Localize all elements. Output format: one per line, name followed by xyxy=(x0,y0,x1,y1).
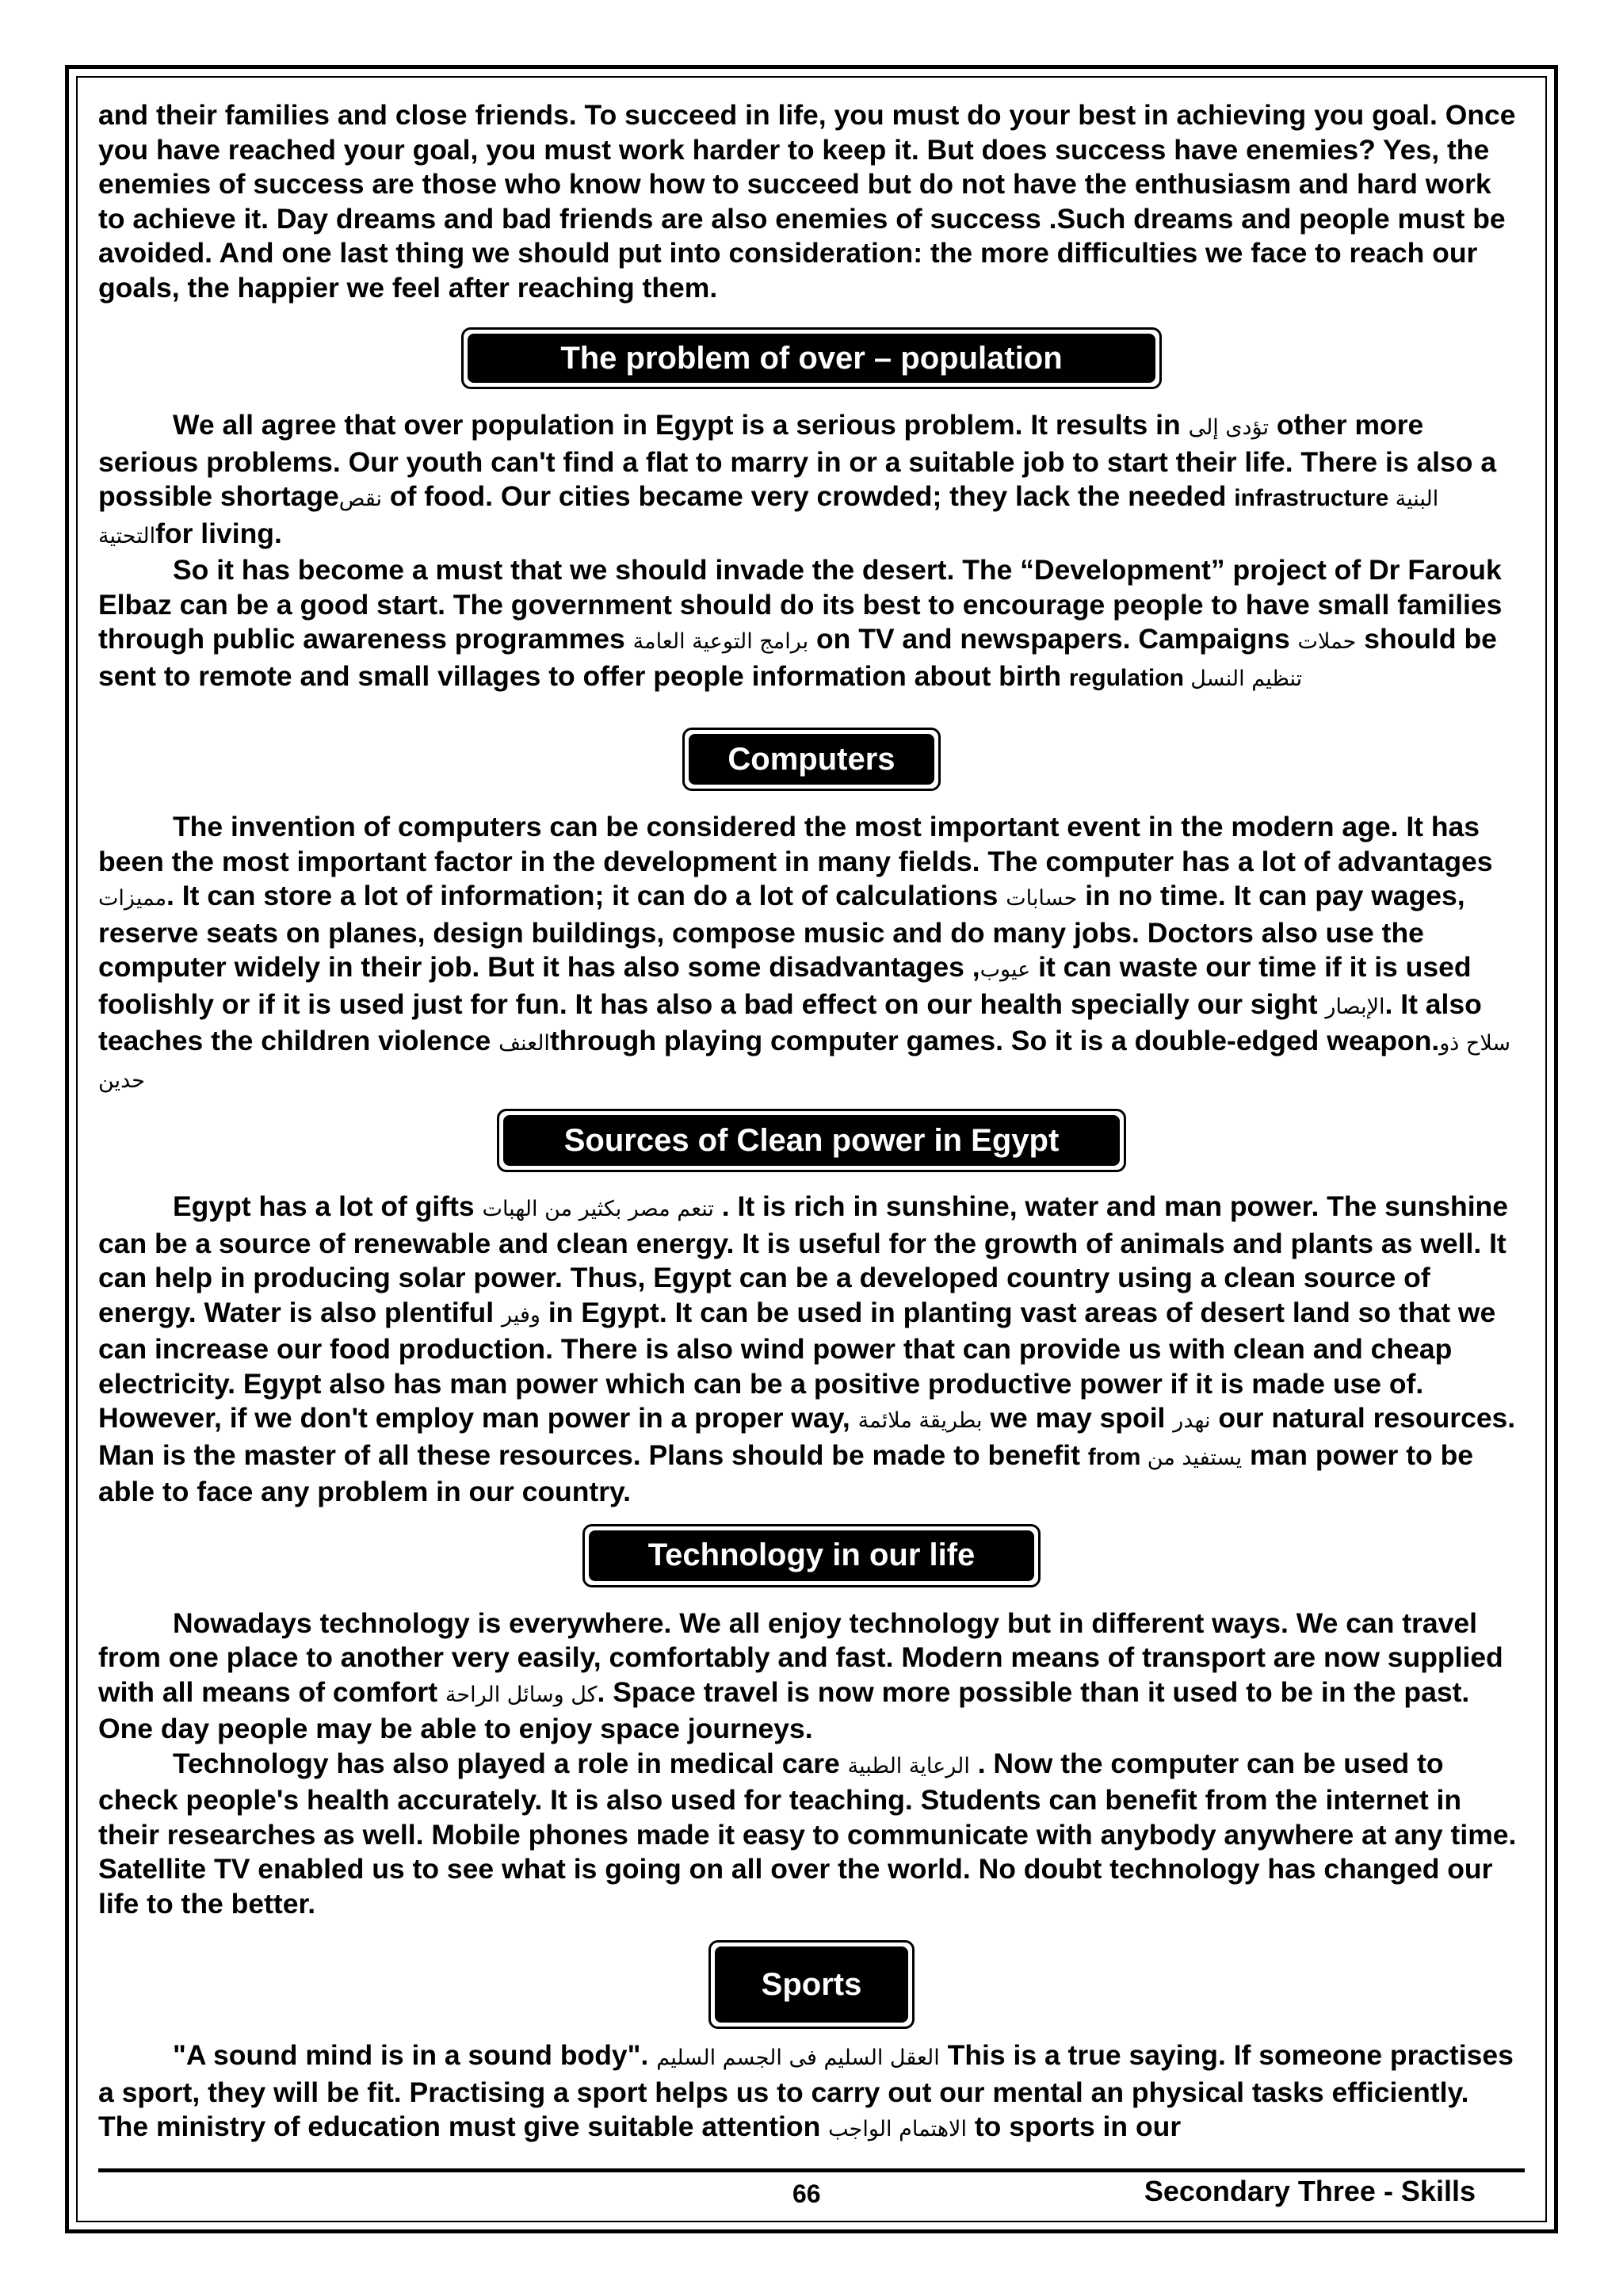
heading-overpop xyxy=(461,327,1162,389)
footer-rule xyxy=(98,2168,1525,2172)
text-run: We all agree that over population in Egypt is a serious problem. It results in xyxy=(173,409,1189,441)
text-run: . Now the computer can be used to check people's health accurately. It is also used for teaching. Students can benefit from the internet in their researches as well. Mobile phones made it easy to communicate with anybody anywhere at any time. Satellite TV enabled us to see what is going on all over the world. No doubt technology has changed our life to the better. xyxy=(98,1747,1517,1920)
arabic-gloss: الرعاية الطبية xyxy=(847,1753,970,1778)
arabic-gloss: بطريقة ملائمة xyxy=(857,1408,983,1433)
text-run: . It also teaches the children violence xyxy=(98,988,1482,1056)
arabic-gloss: تؤدى إلى xyxy=(1188,415,1269,440)
page-number: 66 xyxy=(792,2179,821,2208)
text-run-small: from xyxy=(1087,1443,1148,1470)
text-run-small: regulation xyxy=(1068,664,1191,691)
computers-paragraph xyxy=(98,810,1525,1098)
book-title: Secondary Three - Skills xyxy=(1144,2175,1476,2207)
text-run: we may spoil xyxy=(982,1402,1174,1434)
sports-paragraph xyxy=(98,2038,1525,2147)
arabic-gloss: العقل السليم فى الجسم السليم xyxy=(656,2046,940,2070)
arabic-gloss: نهدر xyxy=(1173,1408,1211,1433)
arabic-gloss: عيوب xyxy=(980,957,1031,982)
text-run: on TV and newspapers. Campaigns xyxy=(808,623,1298,655)
heading-sports-wrap xyxy=(98,1940,1525,2029)
text-run: Nowadays technology is everywhere. We all enjoy technology but in different ways. We can travel from one place to another very easily, comfortably and fast. Modern means of transport are now supplied with all means of comfort xyxy=(98,1606,1503,1708)
arabic-gloss: سلاح ذو حدين xyxy=(98,1031,1511,1093)
text-run: of food. Our cities became very crowded; they lack the needed xyxy=(382,480,1235,512)
text-run: should be sent to remote and small villages to offer people information about birth xyxy=(98,623,1497,692)
text-run: for living. xyxy=(155,517,282,549)
intro-paragraph xyxy=(98,98,1525,305)
tech-paragraph-1 xyxy=(98,1606,1525,1747)
page-content xyxy=(98,98,1525,2147)
arabic-gloss: يستفيد من xyxy=(1147,1445,1243,1470)
text-run-small: infrastructure xyxy=(1234,485,1396,511)
heading-technology xyxy=(582,1524,1041,1587)
heading-computers-label: Computers xyxy=(689,734,934,785)
heading-computers xyxy=(682,728,941,791)
heading-computers-wrap xyxy=(98,728,1525,791)
text-run: through playing computer games. So it is a double-edged weapon. xyxy=(549,1025,1440,1056)
heading-clean-power-label: Sources of Clean power in Egypt xyxy=(503,1115,1120,1166)
clean-power-paragraph xyxy=(98,1190,1525,1510)
intro-text: and their families and close friends. To succeed in life, you must do your best in achieving you goal. Once you have reached your goal, you must work harder to keep it. But does success have enemies? Yes, the enemies of success are those who know how to succeed but do not have the enthusiasm and hard work to achieve it. Day dreams and bad friends are also enemies of success .Such dreams and people must be avoided. And one last thing we should put into consideration: the more difficulties we face to reach our goals, the happier we feel after reaching them. xyxy=(98,99,1516,304)
arabic-gloss: الإبصار xyxy=(1325,994,1385,1019)
overpop-paragraph-1 xyxy=(98,408,1525,553)
text-run: our natural resources. Man is the master of all these resources. Plans should be made to benefit xyxy=(98,1402,1516,1471)
arabic-gloss: حملات xyxy=(1297,629,1357,654)
text-run: in Egypt. It can be used in planting vast areas of desert land so that we can increase our food production. There is also wind power that can provide us with clean and cheap electricity. Egypt also has man power which can be a positive productive power if it is made use of. However, if we don't employ man power in a proper way, xyxy=(98,1296,1496,1434)
text-run: to sports in our xyxy=(966,2111,1182,2142)
arabic-gloss: نقص xyxy=(338,487,383,511)
text-run: man power to be able to face any problem in our country. xyxy=(98,1438,1474,1507)
arabic-gloss: الاهتمام الواجب xyxy=(828,2117,967,2141)
text-run: . It can store a lot of information; it can do a lot of calculations xyxy=(166,880,1006,911)
text-run: Egypt has a lot of gifts xyxy=(173,1190,483,1222)
text-run: . Space travel is now more possible than it used to be in the past. One day people may be able to enjoy space journeys. xyxy=(98,1675,1470,1744)
text-run: "A sound mind is in a sound body". xyxy=(173,2039,657,2071)
arabic-gloss: مميزات xyxy=(98,886,167,911)
heading-technology-label: Technology in our life xyxy=(589,1530,1034,1581)
text-run: The invention of computers can be considered the most important event in the modern age. It has been the most important factor in the development in many fields. The computer has a lot of advantages xyxy=(98,811,1493,877)
heading-clean-power xyxy=(497,1109,1126,1172)
arabic-gloss: وفير xyxy=(501,1302,540,1328)
text-run: in no time. It can pay wages, reserve seats on planes, design buildings, compose music and do many jobs. Doctors also use the computer widely in their job. But it has also some disadvantages , xyxy=(98,880,1465,983)
arabic-gloss: كل وسائل الراحة xyxy=(445,1682,598,1707)
heading-overpop-wrap xyxy=(98,327,1525,389)
arabic-gloss: تنعم مصر بكثير من الهبات xyxy=(482,1197,714,1221)
heading-clean-wrap xyxy=(98,1109,1525,1172)
text-run: it can waste our time if it is used foolishly or if it is used just for fun. It has also a bad effect on our health specially our sight xyxy=(98,951,1472,1020)
arabic-gloss: حسابات xyxy=(1006,886,1078,911)
arabic-gloss: البنية التحتية xyxy=(98,487,1439,548)
arabic-gloss: العنف xyxy=(498,1031,550,1056)
arabic-gloss: برامج التوعية العامة xyxy=(632,629,809,654)
text-run: This is a true saying. If someone practises a sport, they will be fit. Practising a sport helps us to carry out our mental an physical tasks efficiently. The ministry of education must give suitable attention xyxy=(98,2039,1514,2142)
text-run: So it has become a must that we should invade the desert. The “Development” project of Dr Farouk Elbaz can be a good start. The government should do its best to encourage people to have small families through public awareness programmes xyxy=(98,554,1503,655)
text-run: other more serious problems. Our youth can't find a flat to marry in or a suitable job to start their life. There is also a possible shortage xyxy=(98,409,1497,512)
tech-paragraph-2 xyxy=(98,1747,1525,1922)
overpop-paragraph-2 xyxy=(98,553,1525,696)
text-run: Technology has also played a role in medical care xyxy=(173,1747,848,1779)
heading-overpop-label: The problem of over – population xyxy=(468,334,1155,383)
heading-sports xyxy=(708,1940,915,2029)
arabic-gloss: تنظيم النسل xyxy=(1190,666,1303,691)
text-run: . It is rich in sunshine, water and man power. The sunshine can be a source of renewable and clean energy. It is useful for the growth of animals and plants as well. It can help in producing solar power. Thus, Egypt can be a developed country using a clean source of energy. Water is also plentiful xyxy=(98,1190,1508,1328)
heading-tech-wrap xyxy=(98,1524,1525,1587)
heading-sports-label: Sports xyxy=(715,1946,908,2023)
